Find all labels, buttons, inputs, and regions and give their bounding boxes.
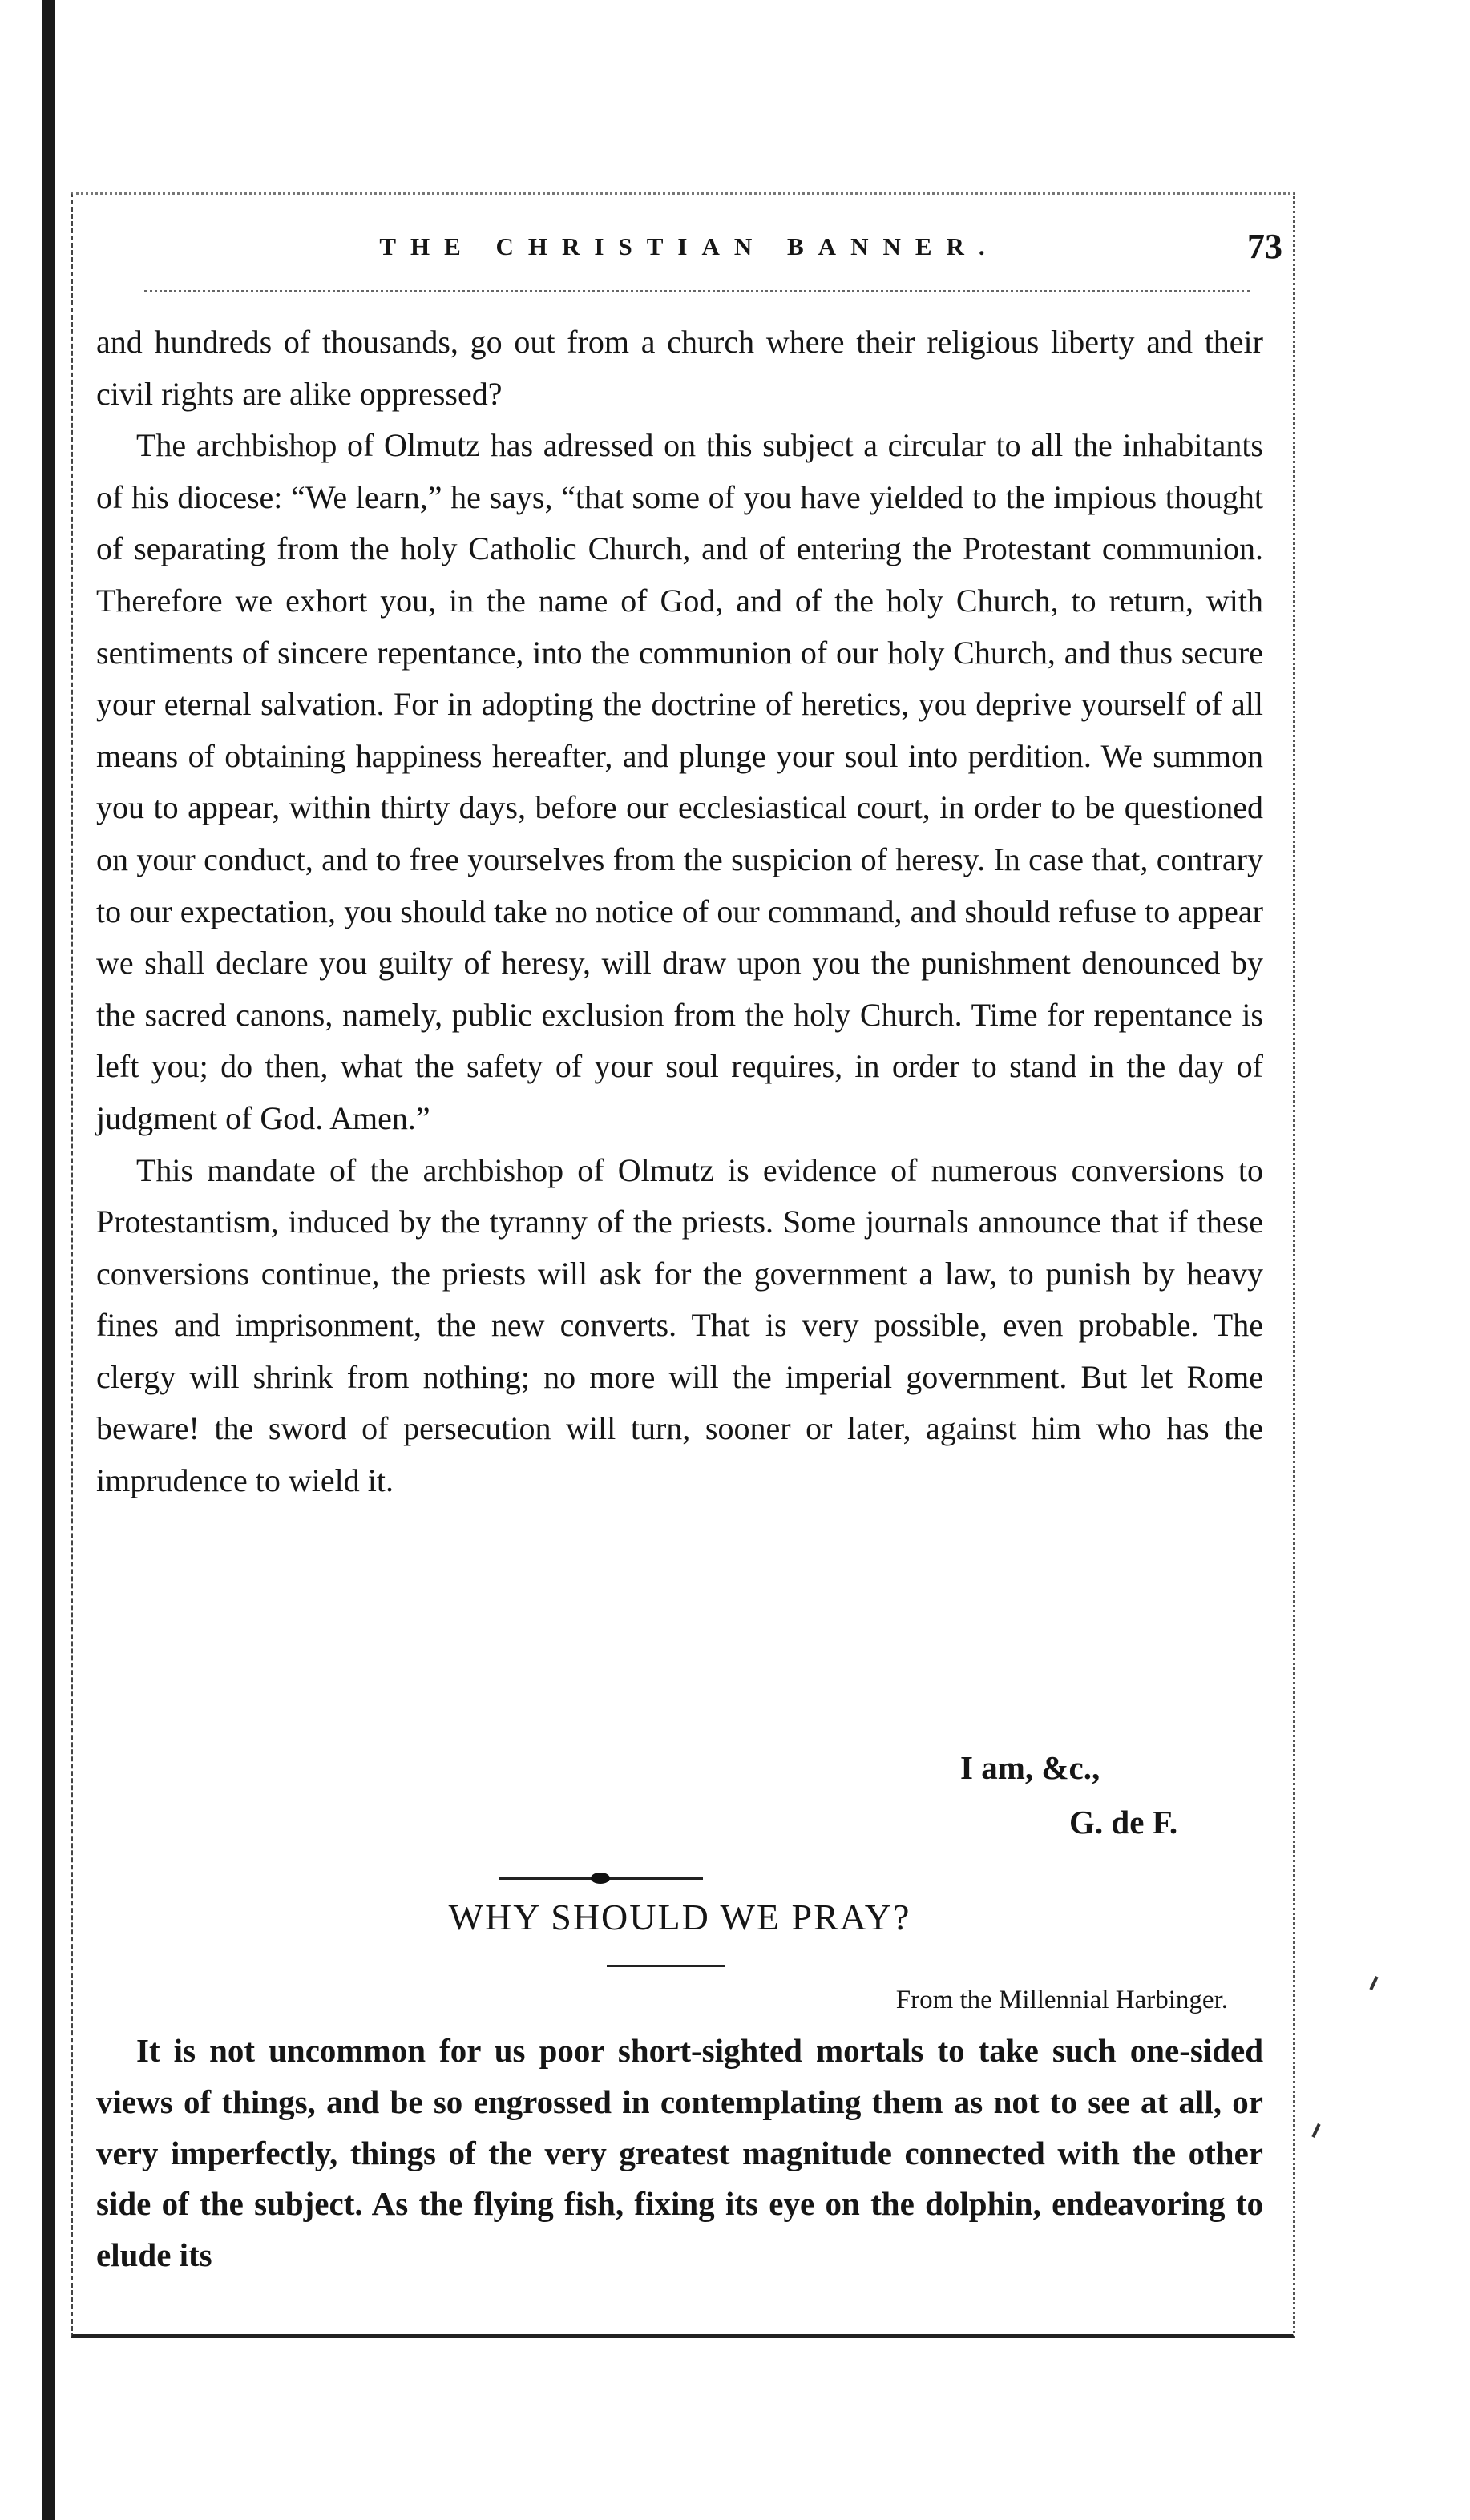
- article-body: It is not uncommon for us poor short-sighted mortals to take such one-sided views of things, and be so engrossed in contemplating them as not to see at all, or very imperfectly, things of the very greatest magnitude connected with the other side of the subject. As the flying fish, fixing its eye on the dolphin, endeavoring to elude its: [96, 2032, 1263, 2274]
- running-title: THE CHRISTIAN BANNER.: [379, 232, 1000, 260]
- section-divider-ornament: [499, 1873, 703, 1884]
- page-number: 73: [1247, 227, 1282, 266]
- article-title: WHY SHOULD WE PRAY?: [448, 1897, 911, 1937]
- header-rule: [144, 290, 1250, 292]
- letter-paragraph: and hundreds of thousands, go out from a church where their religious liberty and their civil rights are alike oppressed?: [96, 324, 1263, 412]
- stray-ink-mark: [1311, 2123, 1320, 2138]
- letter-signature: G. de F.: [1069, 1804, 1178, 1841]
- page-binding-edge: [42, 0, 55, 2520]
- title-rule: [607, 1965, 725, 1967]
- article-source: From the Millennial Harbinger.: [895, 1986, 1228, 2014]
- letter-paragraph: The archbishop of Olmutz has adressed on this subject a circular to all the inhabitants of his diocese: “We learn,” he says, “that some of you have yielded to the impious thought of separating from the holy Catholic Church, and of entering the Protestant communion. Therefore we exhort you, in the name of God, and of the holy Church, to return, with sentiments of sincere repentance, into the communion of our holy Church, and thus secure your eternal salvation. For in adopting the doctrine of heretics, you deprive yourself of all means of obtaining happiness hereafter, and plunge your soul into perdition. We summon you to appear, within thirty days, before our ecclesiastical court, in order to be questioned on your conduct, and to free yourselves from the suspicion of heresy. In case that, contrary to our expectation, you should take no notice of our command, and should refuse to appear we shall declare you guilty of heresy, will draw upon you the punishment denounced by the sacred canons, namely, public exclusion from the holy Church. Time for repentance is left you; do then, what the safety of your soul requires, in order to stand in the day of judgment of God. Amen.”: [96, 427, 1263, 1136]
- running-head: [96, 226, 1282, 274]
- letter-paragraph: This mandate of the archbishop of Olmutz is evidence of numerous conversions to Protestantism, induced by the tyranny of the priests. Some journals announce that if these conversions continue, the priests will ask for the government a law, to punish by heavy fines and imprisonment, the new converts. That is very possible, even probable. The clergy will shrink from nothing; no more will the imperial government. But let Rome beware! the sword of persecution will turn, sooner or later, against him who has the imprudence to wield it.: [96, 1151, 1263, 1499]
- stray-ink-mark: [1369, 1976, 1378, 1990]
- letter-closing: I am, &c.,: [960, 1749, 1100, 1786]
- letter-text: [96, 317, 1263, 1507]
- divider-dot-icon: [591, 1873, 610, 1884]
